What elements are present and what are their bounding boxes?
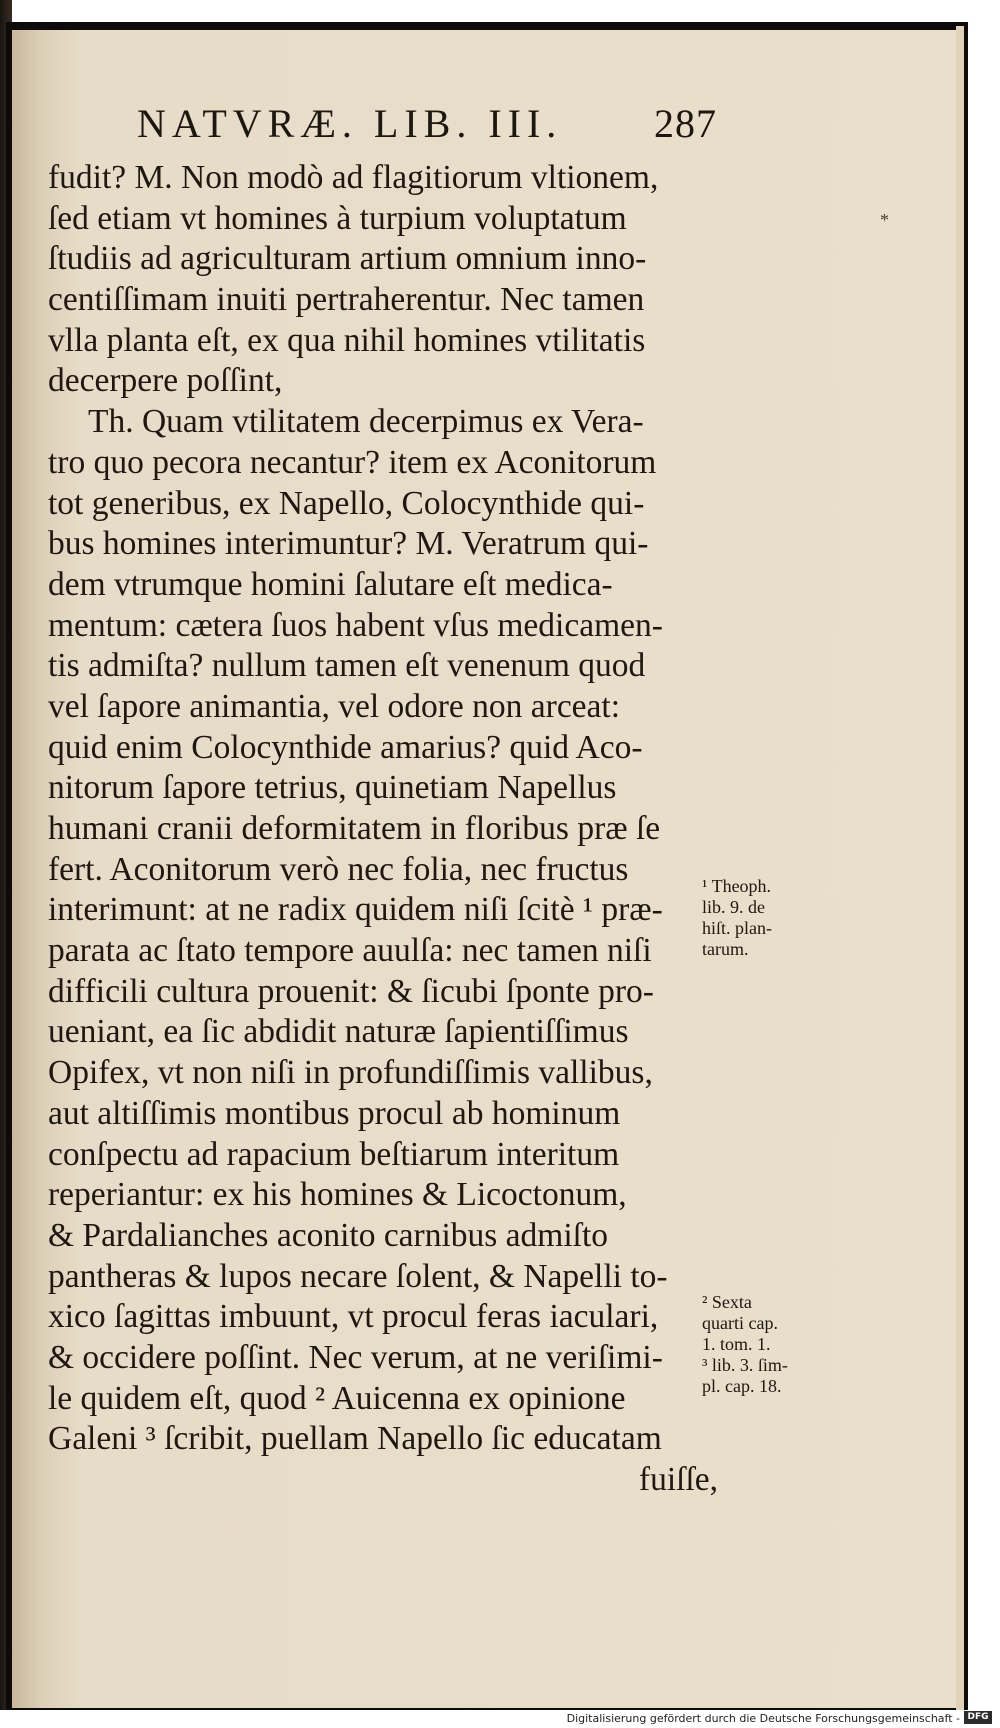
funding-credit: Digitalisierung gefördert durch die Deutsche Forschungsgemeinschaft - [566,1712,960,1725]
note-line: quarti cap. [702,1313,778,1333]
text-line: mentum: cætera ſuos habent vſus medicamen- [48,606,663,644]
text-line: fert. Aconitorum verò nec folia, nec fructus [48,850,629,888]
text-line: pantheras & lupos necare ſolent, & Napelli to- [48,1257,668,1295]
note-line: 1. tom. 1. [702,1334,771,1354]
text-line: & Pardalianches aconito carnibus admiſto [48,1216,609,1254]
page-number: 287 [654,101,717,146]
margin-note-theophrastus [702,876,832,960]
note-line: lib. 9. de [702,897,765,917]
text-line: Galeni ³ ſcribit, puellam Napello ſic educatam [48,1420,662,1458]
text-line: ueniant, ea ſic abdidit naturæ ſapientiſſimus [48,1013,629,1051]
text-line: humani cranii deformitatem in floribus præ ſe [48,810,661,847]
dfg-logo: DFG [964,1711,992,1724]
text-line: le quidem eſt, quod ² Auicenna ex opinione [48,1379,626,1417]
note-line: ¹ Theoph. [702,876,772,896]
running-title: NATVRÆ. LIB. III. [137,101,563,146]
margin-note-avicenna-galen [702,1292,832,1397]
text-line: tot generibus, ex Napello, Colocynthide qui- [48,484,645,522]
text-line: & occidere poſſint. Nec verum, at ne veriſimi- [48,1338,663,1376]
text-line: interimunt: at ne radix quidem niſi ſcitè ¹ præ- [48,891,663,929]
catchword: fuiſſe, [638,1461,718,1498]
note-line: ² Sexta [702,1292,752,1312]
text-line: nitorum ſapore tetrius, quinetiam Napellus [48,769,617,807]
margin-star-mark: * [880,210,889,230]
text-line: vel ſapore animantia, vel odore non arceat: [48,687,621,725]
text-line: aut altiſſimis montibus procul ab hominum [48,1094,621,1132]
text-line: reperiantur: ex his homines & Licoctonum, [48,1176,627,1214]
body-text [48,158,738,1501]
note-line: hiſt. plan- [702,918,772,938]
book-page [12,30,958,1708]
note-line: ³ lib. 3. ſim- [702,1355,788,1375]
text-line: xico ſagittas imbuunt, vt procul feras iaculari, [48,1298,659,1336]
text-line: fudit? M. Non modò ad flagitiorum vltionem, [48,159,659,196]
page-fore-edge [956,26,964,1710]
text-line: ſed etiam vt homines à turpium voluptatum [48,199,627,237]
text-line: Opifex, vt non niſi in profundiſſimis vallibus, [48,1054,653,1092]
text-line: dem vtrumque homini ſalutare eſt medica- [48,565,613,603]
text-line: quid enim Colocynthide amarius? quid Aco- [48,728,643,766]
text-line: parata ac ſtato tempore auulſa: nec tamen niſi [48,932,652,970]
text-line: difficili cultura prouenit: & ſicubi ſponte pro- [48,972,654,1010]
text-line: tro quo pecora necantur? item ex Aconitorum [48,443,657,481]
text-line: centiſſimam inuiti pertraherentur. Nec tamen [48,281,645,319]
text-line: tis admiſta? nullum tamen eſt venenum quod [48,647,646,685]
text-line: decerpere poſſint, [48,362,283,400]
text-line: Th. Quam vtilitatem decerpimus ex Vera- [88,403,644,441]
note-line: pl. cap. 18. [702,1376,782,1396]
text-line: ſtudiis ad agriculturam artium omnium inno- [48,240,647,278]
digitization-footer [0,1710,1000,1728]
running-head [137,100,717,150]
text-line: bus homines interimuntur? M. Veratrum qui- [48,525,649,563]
text-line: vlla planta eſt, ex qua nihil homines vtilitatis [48,321,646,359]
note-line: tarum. [702,939,749,959]
text-line: conſpectu ad rapacium beſtiarum interitum [48,1135,620,1173]
